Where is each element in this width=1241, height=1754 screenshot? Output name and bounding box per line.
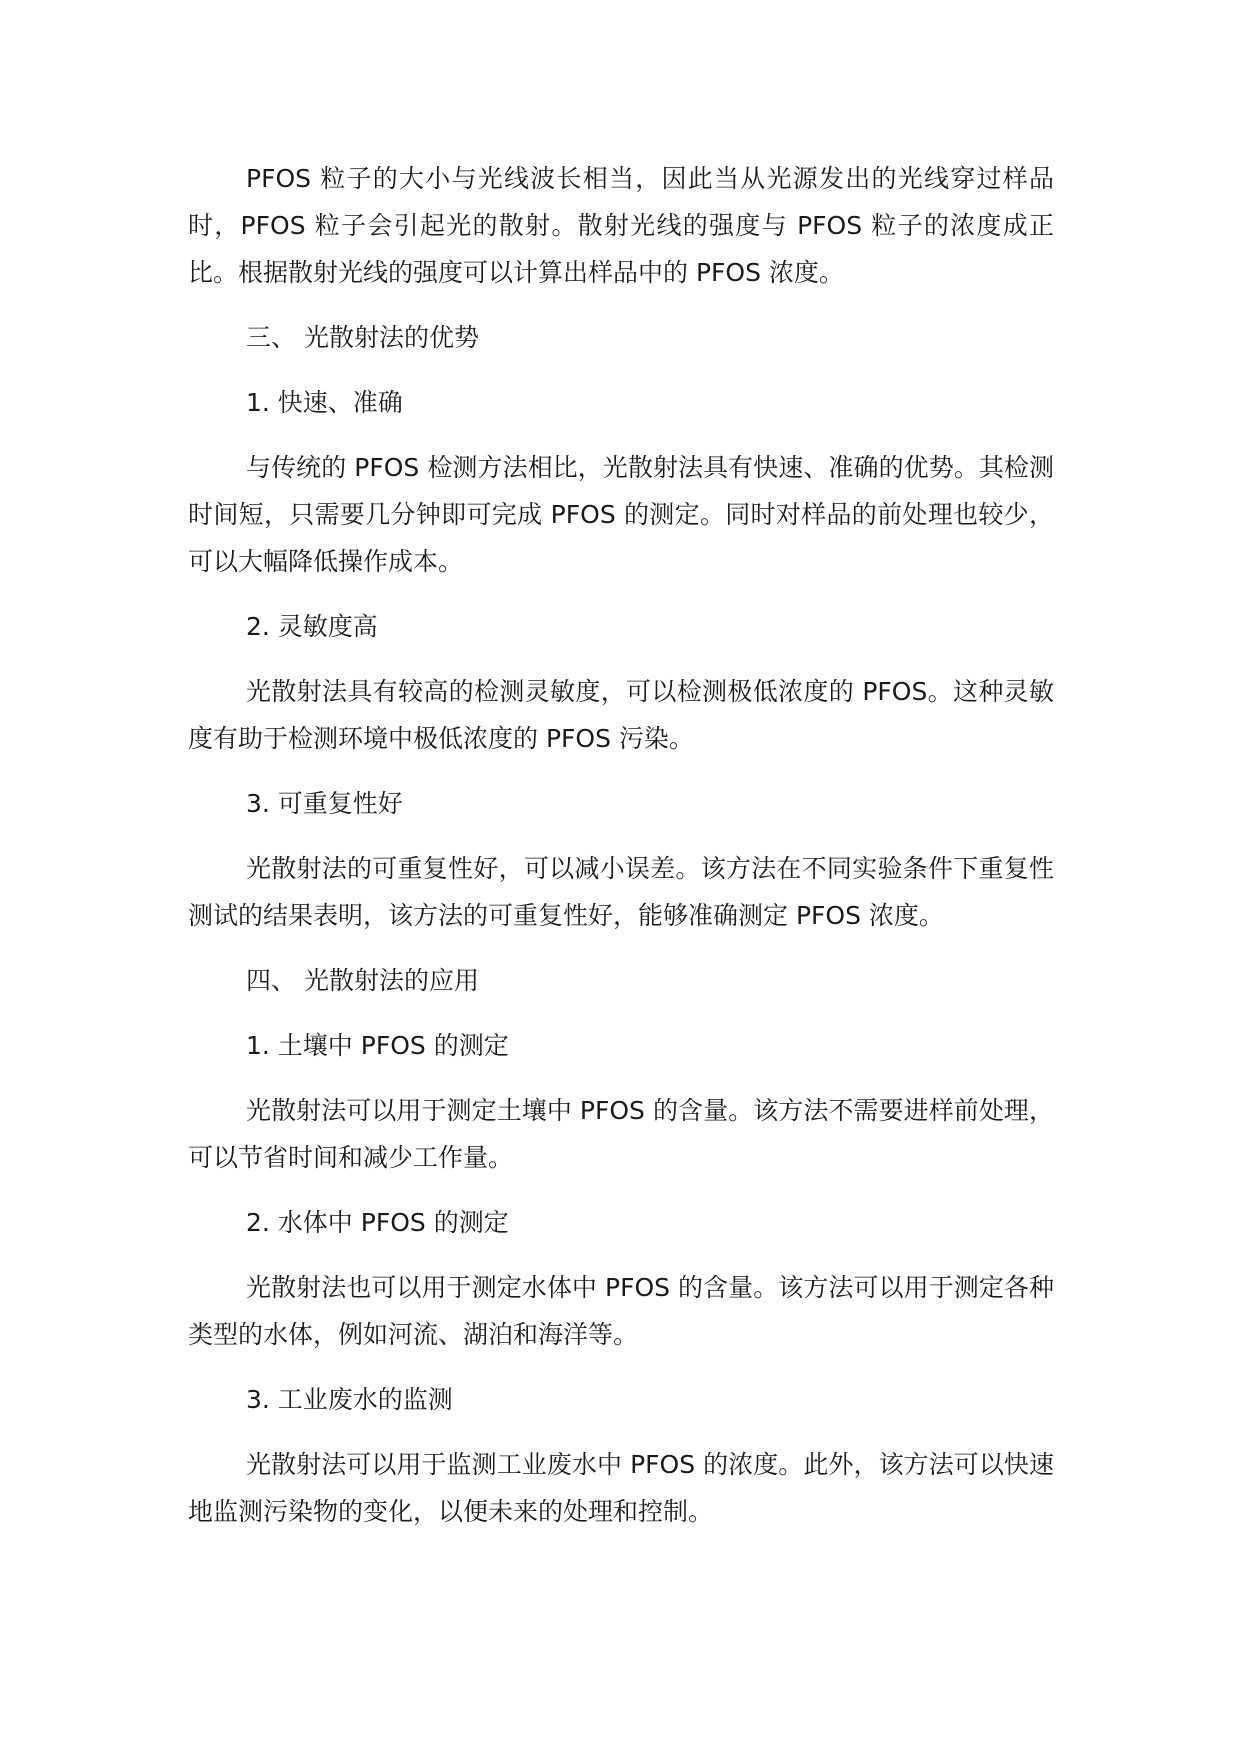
- subheading-fast-accurate: 1. 快速、准确: [246, 388, 403, 417]
- document-body: [188, 155, 1054, 1553]
- subheading-high-sensitivity: 2. 灵敏度高: [246, 612, 378, 641]
- paragraph-reproducibility: 光散射法的可重复性好，可以减小误差。该方法在不同实验条件下重复性测试的结果表明，该方法的可重复性好，能够准确测定 PFOS 浓度。: [188, 854, 1054, 930]
- section-heading-advantages: 三、 光散射法的优势: [246, 323, 479, 352]
- paragraph-wastewater-monitoring: 光散射法可以用于监测工业废水中 PFOS 的浓度。此外，该方法可以快速地监测污染物的变化，以便未来的处理和控制。: [188, 1450, 1054, 1526]
- subheading-water-measurement: 2. 水体中 PFOS 的测定: [246, 1208, 509, 1237]
- section-heading-applications: 四、 光散射法的应用: [246, 966, 479, 995]
- subheading-soil-measurement: 1. 土壤中 PFOS 的测定: [246, 1031, 509, 1060]
- subheading-reproducibility: 3. 可重复性好: [246, 789, 403, 818]
- subheading-wastewater-monitoring: 3. 工业废水的监测: [246, 1385, 453, 1414]
- paragraph-soil-measurement: 光散射法可以用于测定土壤中 PFOS 的含量。该方法不需要进样前处理，可以节省时间和减少工作量。: [188, 1096, 1054, 1172]
- paragraph-water-measurement: 光散射法也可以用于测定水体中 PFOS 的含量。该方法可以用于测定各种类型的水体，例如河流、湖泊和海洋等。: [188, 1273, 1054, 1349]
- paragraph-pfos-scattering-principle: PFOS 粒子的大小与光线波长相当，因此当从光源发出的光线穿过样品时，PFOS 粒子会引起光的散射。散射光线的强度与 PFOS 粒子的浓度成正比。根据散射光线的强度可以计算出样品中的 PFOS 浓度。: [188, 164, 1054, 287]
- paragraph-fast-accurate: 与传统的 PFOS 检测方法相比，光散射法具有快速、准确的优势。其检测时间短，只需要几分钟即可完成 PFOS 的测定。同时对样品的前处理也较少，可以大幅降低操作成本。: [188, 453, 1054, 576]
- paragraph-high-sensitivity: 光散射法具有较高的检测灵敏度，可以检测极低浓度的 PFOS。这种灵敏度有助于检测环境中极低浓度的 PFOS 污染。: [188, 677, 1054, 753]
